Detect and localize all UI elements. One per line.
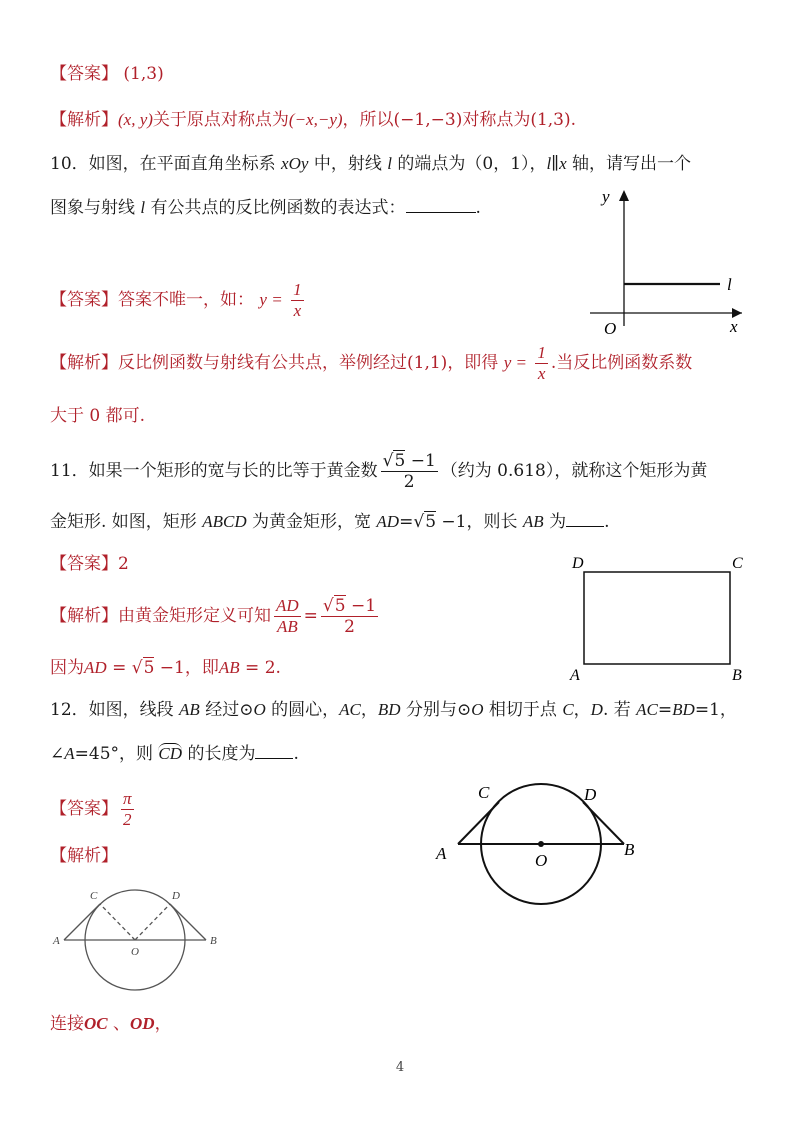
tangent-ac	[458, 802, 499, 844]
q10-analysis-fraction	[535, 343, 548, 384]
q10-parallel: ∥	[551, 154, 560, 174]
q11-analysis-text: = √	[106, 658, 143, 678]
fraction-denominator: x	[293, 301, 302, 320]
fraction-numerator: π	[123, 789, 132, 808]
q11-analysis-text: −1，即	[154, 658, 219, 678]
label-d: D	[172, 890, 180, 902]
analysis-tag: 【解析】	[50, 846, 118, 866]
fraction-denominator: x	[537, 364, 546, 383]
fraction-rest: −1	[345, 596, 377, 616]
q12-bd: BD	[672, 700, 695, 719]
q9-text2: ，所以	[342, 110, 394, 130]
q10-answer-line	[50, 278, 307, 322]
q10-text: 的端点为（0，1），	[391, 154, 547, 174]
q11-period: .	[604, 512, 610, 532]
q11-analysis-fraction-left	[274, 596, 301, 637]
q11-analysis-line2	[50, 656, 281, 680]
fraction-denominator: 2	[403, 472, 415, 492]
answer-tag: 【答案】	[50, 64, 118, 84]
label-a: A	[436, 844, 447, 863]
sqrt-radicand: 5	[334, 596, 346, 616]
q10-stem-line2	[50, 196, 481, 220]
q12-text: =45°，则	[74, 744, 159, 764]
q10-l: l	[546, 154, 552, 173]
sqrt-radicand: 5	[143, 658, 155, 678]
label-x: x	[730, 317, 738, 336]
q12-text: ，	[360, 700, 378, 720]
label-o: O	[131, 946, 139, 958]
answer-tag: 【答案】	[50, 799, 118, 819]
q11-abcd: ABCD	[202, 512, 247, 531]
sqrt-sign: √	[413, 512, 425, 532]
q10-l: l	[387, 154, 392, 173]
answer-tag: 【答案】	[50, 554, 118, 574]
analysis-tag: 【解析】	[50, 110, 118, 130]
q12-ac: AC	[636, 700, 658, 719]
y-axis-arrow-icon	[619, 190, 629, 201]
label-d: D	[572, 555, 584, 572]
label-l: l	[727, 275, 732, 294]
q12-text: 的圆心，	[265, 700, 340, 720]
answer-tag: 【答案】	[50, 290, 118, 310]
label-d: D	[584, 785, 597, 804]
q9-result: (1,3).	[530, 110, 577, 130]
fraction-denominator: AB	[276, 617, 298, 636]
q11-analysis-text: 由黄金矩形定义可知	[118, 606, 271, 626]
q10-l: l	[140, 198, 146, 217]
fraction-rest: −1	[405, 451, 436, 471]
q11-analysis-text: 因为	[50, 658, 84, 678]
q12-period: .	[293, 744, 299, 764]
q10-point: (1,1)	[407, 353, 448, 373]
q11-answer: 2	[118, 554, 129, 574]
q9-point2: (−1,−3)	[393, 110, 463, 130]
q12-answer-line	[50, 786, 137, 832]
q11-stem-line2	[50, 510, 609, 534]
q10-text: 轴，请写出一个	[566, 154, 692, 174]
label-c: C	[478, 783, 490, 802]
q12-stem-line2	[50, 742, 299, 766]
q11-text: 11．如果一个矩形的宽与长的比等于黄金数	[50, 461, 378, 481]
q12-answer-blank[interactable]	[255, 742, 293, 759]
q11-answer-line	[50, 552, 129, 576]
q12-text: . 若	[602, 700, 637, 720]
analysis-tag: 【解析】	[50, 353, 118, 373]
q10-figure	[580, 186, 750, 336]
q11-answer-blank[interactable]	[566, 510, 604, 527]
q11-text: （约为 0.618），就称这个矩形为黄	[440, 461, 708, 481]
q10-text: 10．如图，在平面直角坐标系	[50, 154, 282, 174]
q11-analysis-line1	[50, 592, 381, 640]
q10-answer-fraction	[291, 280, 304, 321]
q9-point: (x, y)	[118, 110, 153, 129]
analysis-tag: 【解析】	[50, 606, 118, 626]
radius-od	[135, 904, 170, 940]
q12-arc-cd: CD	[158, 744, 183, 763]
center-dot	[538, 841, 544, 847]
q12-d: D	[590, 700, 603, 719]
q9-sym-point: (−x,−y)	[288, 110, 343, 129]
label-b: B	[624, 840, 635, 859]
sqrt-radicand: 5	[394, 451, 406, 471]
page-number: 4	[395, 1060, 405, 1075]
q10-analysis-text: 大于 0 都可.	[50, 406, 146, 426]
q10-text: 有公共点的反比例函数的表达式：	[145, 198, 406, 218]
q10-analysis-text: ，即得	[447, 353, 499, 373]
q11-stem-line1	[50, 448, 707, 494]
q12-c: C	[562, 700, 574, 719]
q12-od: OD	[130, 1014, 155, 1033]
q12-bd: BD	[377, 700, 401, 719]
fraction-numerator: 1	[293, 280, 302, 299]
q10-analysis-y: y =	[503, 353, 527, 372]
q12-analysis-line2	[50, 1012, 172, 1036]
q12-analysis-text: 、	[107, 1014, 131, 1034]
q12-text: 分别与⊙	[400, 700, 472, 720]
q10-answer-text: 答案不唯一，如：	[118, 290, 254, 310]
q9-text3: 对称点为	[462, 110, 531, 130]
q10-stem-line1	[50, 152, 691, 176]
q12-answer-fraction	[121, 789, 134, 830]
q12-eq: =	[657, 700, 673, 720]
q11-analysis-text: = 2.	[239, 658, 281, 678]
q11-eq: =	[303, 606, 318, 626]
q11-ad: AD	[376, 512, 400, 531]
q12-analysis-text: ，	[154, 1014, 172, 1034]
q10-answer-y: y =	[259, 290, 283, 309]
fraction-denominator: 2	[123, 810, 132, 829]
q10-analysis-line1	[50, 341, 692, 385]
label-o: O	[604, 319, 617, 336]
label-a: A	[570, 667, 580, 684]
q10-text: 图象与射线	[50, 198, 141, 218]
fraction-denominator: 2	[344, 617, 355, 637]
q12-text: 相切于点	[483, 700, 563, 720]
label-b: B	[210, 935, 217, 947]
q12-text: =1，	[694, 700, 737, 720]
q11-figure	[566, 550, 756, 685]
tangent-bd	[170, 904, 206, 940]
q12-a: A	[64, 744, 75, 763]
radius-oc	[100, 904, 135, 940]
q12-figure	[430, 778, 680, 913]
q10-answer-blank[interactable]	[406, 196, 476, 213]
q11-ad: AD	[84, 658, 107, 677]
q11-text: 为黄金矩形，宽	[246, 512, 377, 532]
q12-text: ，	[573, 700, 591, 720]
tangent-bd	[583, 802, 624, 844]
q12-ab: AB	[179, 700, 200, 719]
q12-text: 经过⊙	[199, 700, 254, 720]
q12-ac: AC	[339, 700, 361, 719]
q9-text: 关于原点对称点为	[152, 110, 289, 130]
q12-analysis-line	[50, 844, 118, 868]
angle-symbol: ∠	[50, 744, 65, 764]
label-b: B	[732, 667, 742, 684]
q10-analysis-line2	[50, 404, 145, 428]
q10-xoy: xOy	[281, 154, 309, 173]
q12-oc: OC	[84, 1014, 108, 1033]
q11-ab: AB	[522, 512, 544, 531]
q12-stem-line1	[50, 698, 737, 722]
q9-answer-line	[50, 62, 164, 86]
q10-analysis-text: .当反比例函数系数	[550, 353, 693, 373]
tangent-ac	[64, 904, 100, 940]
q10-x: x	[559, 154, 567, 173]
q11-golden-fraction	[381, 451, 438, 492]
q10-text: 中，射线	[308, 154, 388, 174]
q12-text: 12．如图，线段	[50, 700, 180, 720]
label-a: A	[53, 935, 60, 947]
sqrt-radicand: 5	[425, 512, 437, 532]
q9-analysis-line	[50, 108, 576, 132]
golden-rectangle	[584, 572, 730, 664]
sqrt-sign: √	[382, 451, 394, 471]
fraction-numerator: AD	[276, 596, 299, 615]
label-c: C	[732, 555, 743, 572]
q11-ab: AB	[218, 658, 240, 677]
fraction-numerator: 1	[537, 343, 546, 362]
q12-o: O	[471, 700, 484, 719]
q9-answer: (1,3)	[123, 64, 164, 84]
q12-text: 的长度为	[182, 744, 256, 764]
q11-eq: =	[399, 512, 414, 532]
label-o: O	[535, 851, 548, 870]
q10-period: .	[475, 198, 481, 218]
label-c: C	[90, 890, 98, 902]
sqrt-sign: √	[322, 596, 334, 616]
q11-text: −1，则长	[436, 512, 523, 532]
q10-analysis-text: 反比例函数与射线有公共点，举例经过	[118, 353, 407, 373]
q11-text: 为	[543, 512, 567, 532]
q12-analysis-figure	[50, 884, 230, 999]
label-y: y	[602, 187, 610, 206]
q11-analysis-fraction-right	[321, 596, 378, 637]
q12-o: O	[253, 700, 266, 719]
q12-analysis-text: 连接	[50, 1014, 84, 1034]
q11-text: 金矩形. 如图，矩形	[50, 512, 203, 532]
